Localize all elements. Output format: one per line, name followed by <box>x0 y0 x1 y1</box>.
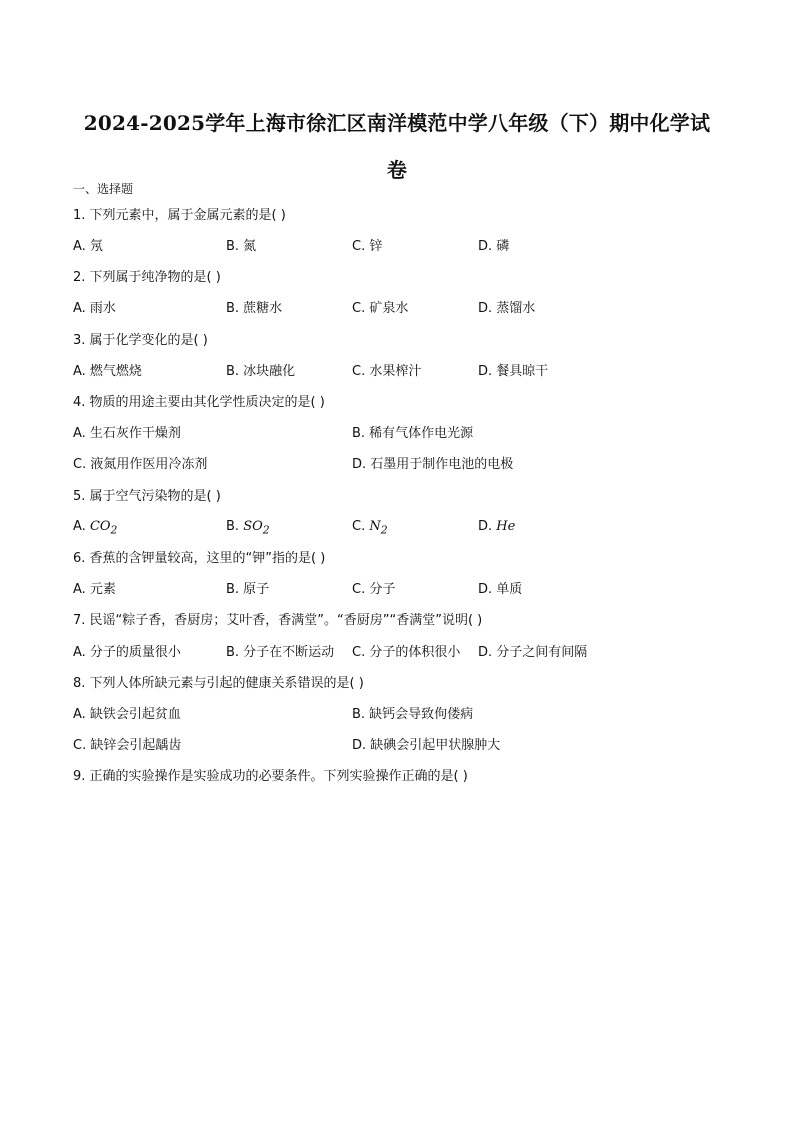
question-1-option-b: B. 氮 <box>226 239 257 254</box>
exam-title <box>60 100 734 194</box>
question-5-option-a <box>73 518 117 540</box>
question-1-stem: 1. 下列元素中，属于金属元素的是( ) <box>73 208 286 223</box>
question-2-option-b: B. 蔗糖水 <box>226 301 283 316</box>
question-3-option-b: B. 冰块融化 <box>226 364 296 379</box>
question-3-option-c: C. 水果榨汁 <box>352 364 422 379</box>
exam-title-line1: 2024-2025学年上海市徐汇区南洋模范中学八年级（下）期中化学试 <box>83 111 711 135</box>
chemical-formula: $N_2$ <box>369 519 388 537</box>
question-5-option-c <box>352 518 388 540</box>
option-letter: A. <box>73 519 90 534</box>
question-2-option-c: C. 矿泉水 <box>352 301 409 316</box>
question-2-option-d: D. 蒸馏水 <box>478 301 536 316</box>
question-5-stem: 5. 属于空气污染物的是( ) <box>73 489 221 504</box>
question-3-stem: 3. 属于化学变化的是( ) <box>73 333 208 348</box>
question-5-option-d <box>478 518 515 540</box>
question-1-option-d: D. 磷 <box>478 239 510 254</box>
chemical-formula: He <box>496 519 516 534</box>
option-letter: B. <box>226 519 244 534</box>
question-7-option-b: B. 分子在不断运动 <box>226 645 335 660</box>
question-9-stem: 9. 正确的实验操作是实验成功的必要条件。下列实验操作正确的是( ) <box>73 769 468 784</box>
question-4-option-c: C. 液氮用作医用冷冻剂 <box>73 457 208 472</box>
question-3-option-a: A. 燃气燃烧 <box>73 364 142 379</box>
question-8-option-c: C. 缺锌会引起龋齿 <box>73 738 182 753</box>
question-5-option-b <box>226 518 270 540</box>
option-letter: C. <box>352 519 370 534</box>
question-4-option-a: A. 生石灰作干燥剂 <box>73 426 181 441</box>
chemical-formula: $SO_2$ <box>243 519 270 537</box>
question-7-option-a: A. 分子的质量很小 <box>73 645 181 660</box>
question-1-option-a: A. 氖 <box>73 239 103 254</box>
question-6-option-c: C. 分子 <box>352 582 396 597</box>
question-4-option-d: D. 石墨用于制作电池的电极 <box>352 457 514 472</box>
question-8-option-d: D. 缺碘会引起甲状腺肿大 <box>352 738 501 753</box>
question-7-option-d: D. 分子之间有间隔 <box>478 645 588 660</box>
exam-title-line2: 卷 <box>386 158 408 182</box>
question-6-option-d: D. 单质 <box>478 582 523 597</box>
question-6-option-b: B. 原子 <box>226 582 270 597</box>
question-1-option-c: C. 锌 <box>352 239 383 254</box>
question-8-option-b: B. 缺钙会导致佝偻病 <box>352 707 474 722</box>
option-letter: D. <box>478 519 497 534</box>
question-7-stem: 7. 民谣“粽子香，香厨房；艾叶香，香满堂”。“香厨房”“香满堂”说明( ) <box>73 613 483 628</box>
question-2-option-a: A. 雨水 <box>73 301 116 316</box>
question-2-stem: 2. 下列属于纯净物的是( ) <box>73 270 221 285</box>
question-8-option-a: A. 缺铁会引起贫血 <box>73 707 181 722</box>
section-heading: 一、选择题 <box>73 182 134 196</box>
question-4-stem: 4. 物质的用途主要由其化学性质决定的是( ) <box>73 395 325 410</box>
question-6-option-a: A. 元素 <box>73 582 116 597</box>
question-4-option-b: B. 稀有气体作电光源 <box>352 426 474 441</box>
question-7-option-c: C. 分子的体积很小 <box>352 645 461 660</box>
chemical-formula: $CO_2$ <box>89 519 118 537</box>
question-6-stem: 6. 香蕉的含钾量较高，这里的“钾”指的是( ) <box>73 551 326 566</box>
question-3-option-d: D. 餐具晾干 <box>478 364 549 379</box>
question-8-stem: 8. 下列人体所缺元素与引起的健康关系错误的是( ) <box>73 676 364 691</box>
